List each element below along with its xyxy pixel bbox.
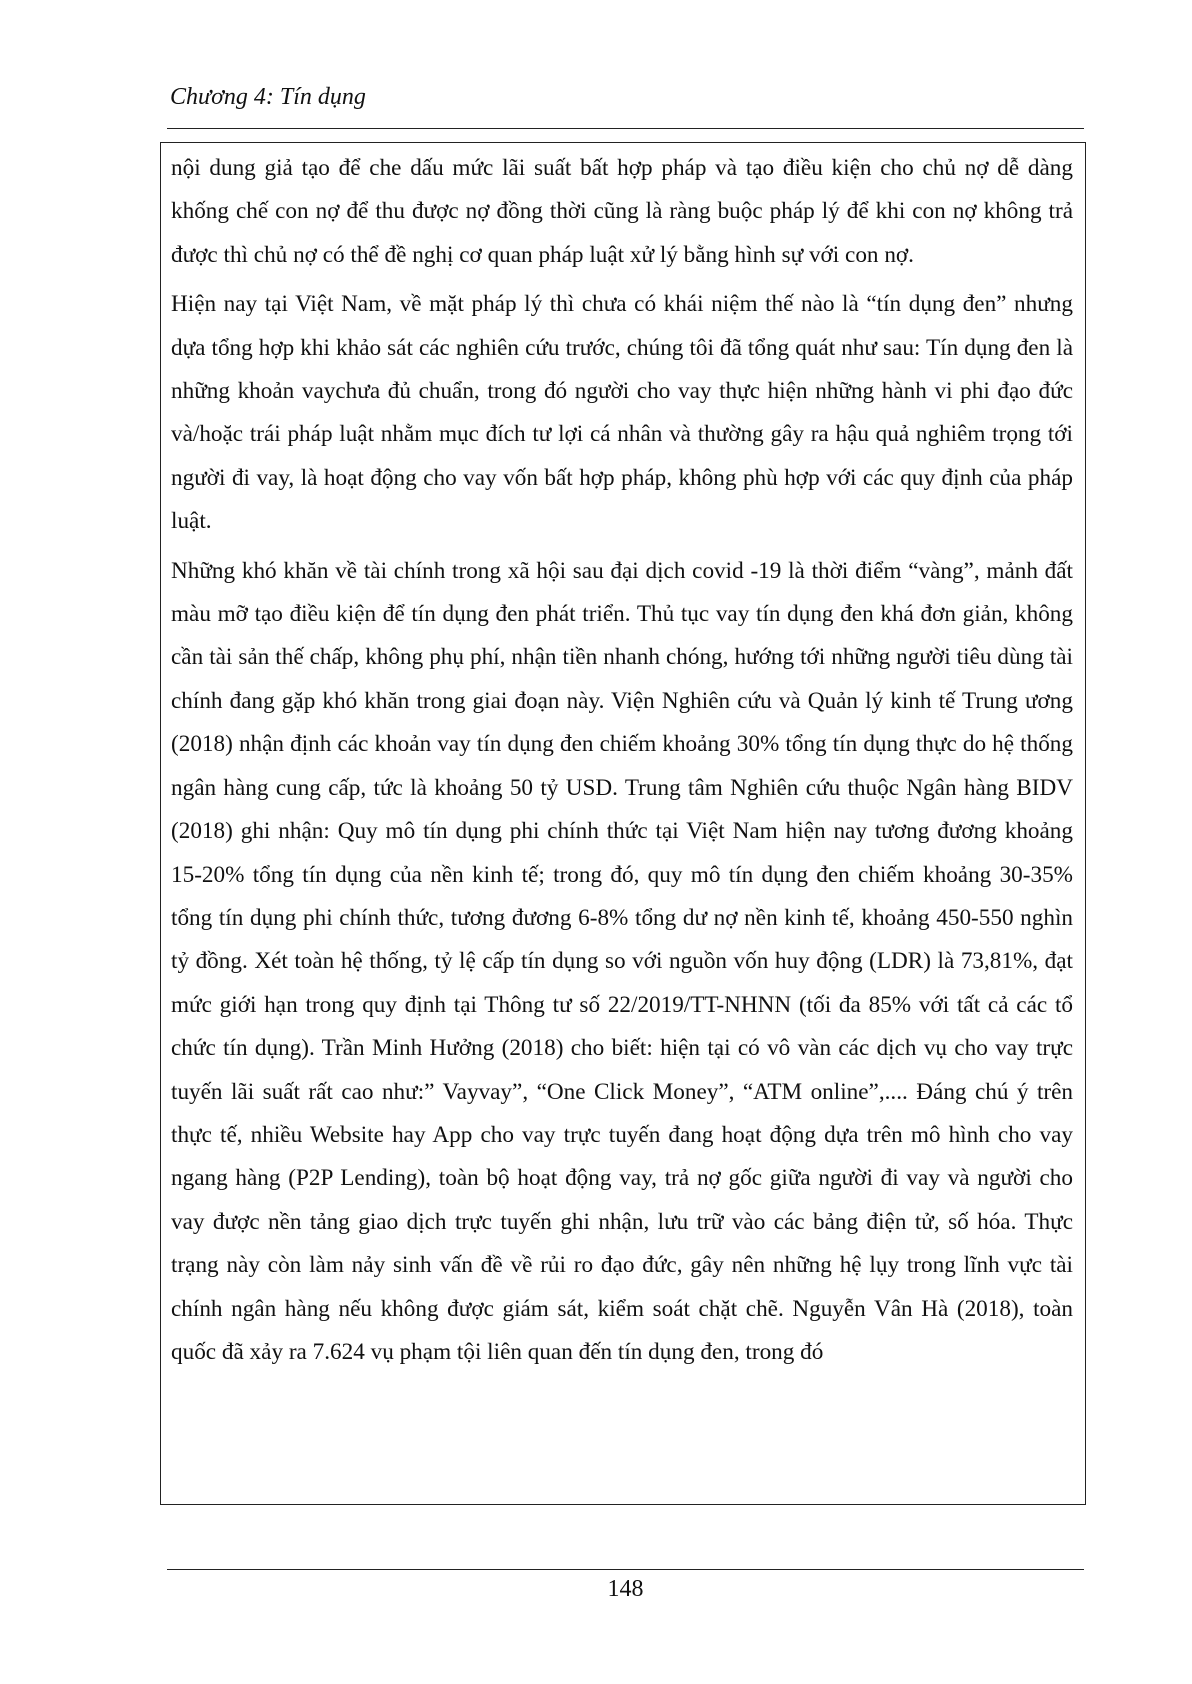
header-divider [167,128,1084,129]
bordered-text-box [160,142,1086,1505]
page-number: 148 [607,1576,644,1602]
paragraph-1: nội dung giả tạo để che dấu mức lãi suất bất hợp pháp và tạo điều kiện cho chủ nợ dễ dàng khống chế con nợ để thu được nợ đồng thời cũng là ràng buộc pháp lý để khi con nợ không trả được thì chủ nợ có thể đề nghị cơ quan pháp luật xử lý bằng hình sự với con nợ. [171,155,1073,268]
paragraph-2: Hiện nay tại Việt Nam, về mặt pháp lý thì chưa có khái niệm thế nào là “tín dụng đen” nhưng dựa tổng hợp khi khảo sát các nghiên cứu trước, chúng tôi đã tổng quát như sau: Tín dụng đen là những khoản vaychưa đủ chuẩn, trong đó người cho vay thực hiện những hành vi phi đạo đức và/hoặc trái pháp luật nhằm mục đích tư lợi cá nhân và thường gây ra hậu quả nghiêm trọng tới người đi vay, là hoạt động cho vay vốn bất hợp pháp, không phù hợp với các quy định của pháp luật. [171,291,1073,535]
footer-divider [167,1569,1084,1570]
paragraph-3: Những khó khăn về tài chính trong xã hội sau đại dịch covid -19 là thời điểm “vàng”, mảnh đất màu mỡ tạo điều kiện để tín dụng đen phát triển. Thủ tục vay tín dụng đen khá đơn giản, không cần tài sản thế chấp, không phụ phí, nhận tiền nhanh chóng, hướng tới những người tiêu dùng tài chính đang gặp khó khăn trong giai đoạn này. Viện Nghiên cứu và Quản lý kinh tế Trung ương (2018) nhận định các khoản vay tín dụng đen chiếm khoảng 30% tổng tín dụng thực do hệ thống ngân hàng cung cấp, tức là khoảng 50 tỷ USD. Trung tâm Nghiên cứu thuộc Ngân hàng BIDV (2018) ghi nhận: Quy mô tín dụng phi chính thức tại Việt Nam hiện nay tương đương khoảng 15-20% tổng tín dụng của nền kinh tế; trong đó, quy mô tín dụng đen chiếm khoảng 30-35% tổng tín dụng phi chính thức, tương đương 6-8% tổng dư nợ nền kinh tế, khoảng 450-550 nghìn tỷ đồng. Xét toàn hệ thống, tỷ lệ cấp tín dụng so với nguồn vốn huy động (LDR) là 73,81%, đạt mức giới hạn trong quy định tại Thông tư số 22/2019/TT-NHNN (tối đa 85% với tất cả các tổ chức tín dụng). Trần Minh Hưởng (2018) cho biết: hiện tại có vô vàn các dịch vụ cho vay trực tuyến lãi suất rất cao như:” Vayvay”, “One Click Money”, “ATM online”,.... Đáng chú ý trên thực tế, nhiều Website hay App cho vay trực tuyến đang hoạt động dựa trên mô hình cho vay ngang hàng (P2P Lending), toàn bộ hoạt động vay, trả nợ gốc giữa người đi vay và người cho vay được nền tảng giao dịch trực tuyến ghi nhận, lưu trữ vào các bảng điện tử, số hóa. Thực trạng này còn làm nảy sinh vấn đề về rủi ro đạo đức, gây nên những hệ lụy trong lĩnh vực tài chính ngân hàng nếu không được giám sát, kiểm soát chặt chẽ. Nguyễn Vân Hà (2018), toàn quốc đã xảy ra 7.624 vụ phạm tội liên quan đến tín dụng đen, trong đó [171,557,1073,1365]
chapter-header: Chương 4: Tín dụng [170,84,366,110]
